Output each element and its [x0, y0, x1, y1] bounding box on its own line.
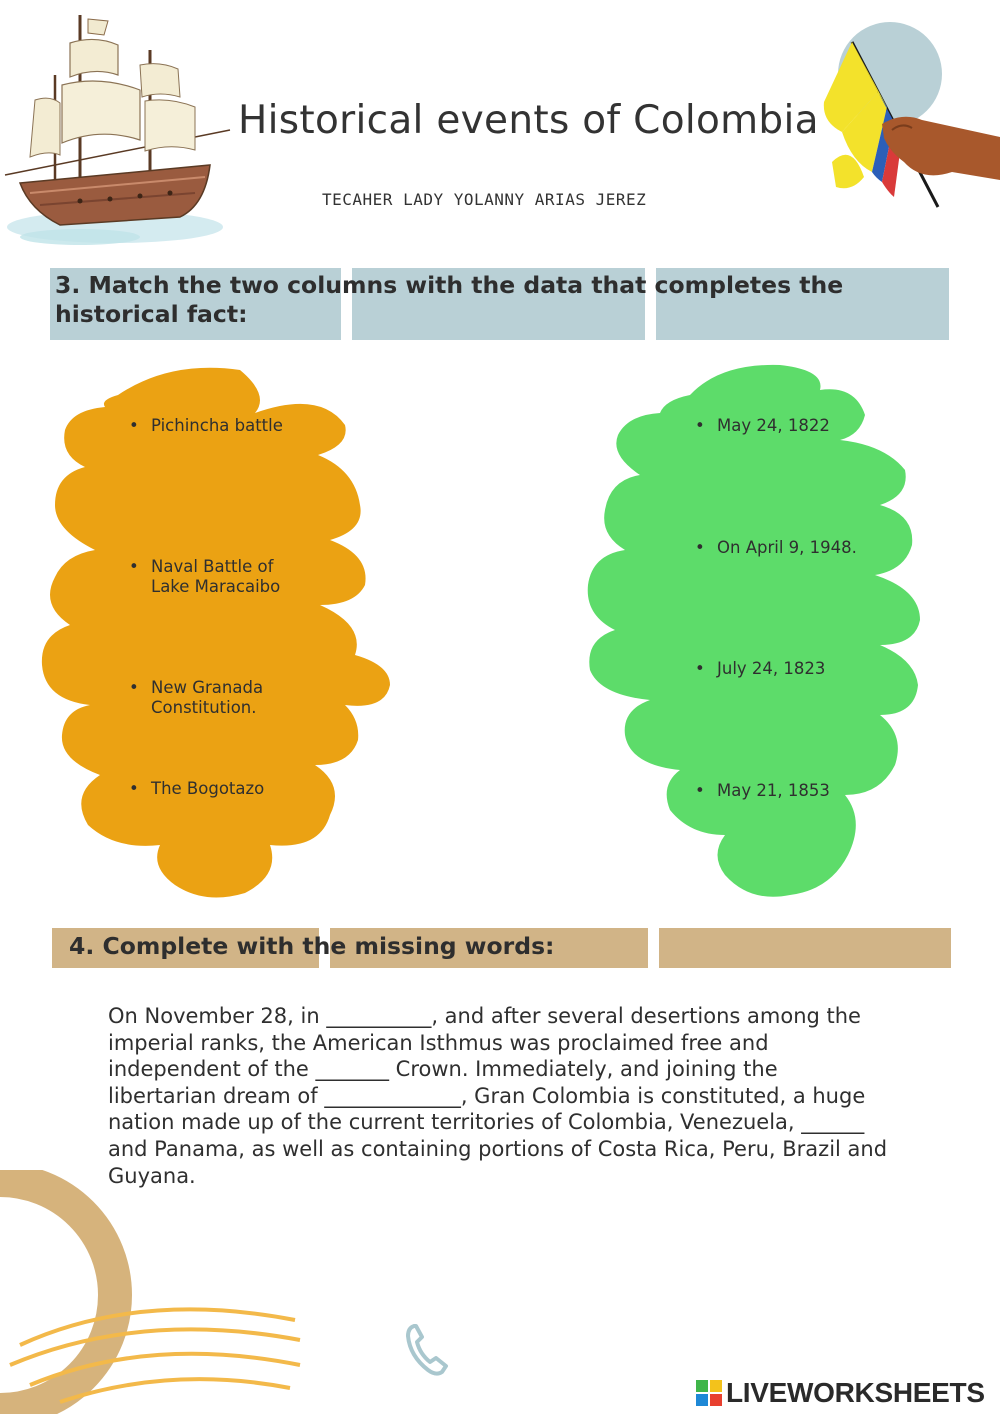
bullet: • — [695, 659, 705, 678]
fill-in-paragraph: On November 28, in __________, and after several desertions among the imperial ranks, the American Isthmus was proclaimed free and independent of the _______ Crown. Immediately, and joining the libertarian dream of _____________, Gran Colombia is constituted, a huge nation made up of the current territories of Colombia, Venezuela, ______ and Panama, as well as containing portions of Costa Rica, Peru, Brazil and Guyana. — [108, 1004, 888, 1188]
ship-illustration — [0, 5, 235, 250]
event-label: The Bogotazo — [151, 779, 265, 798]
event-item — [129, 779, 265, 799]
question4-prompt: 4. Complete with the missing words: — [69, 932, 555, 960]
liveworksheets-logo-icon — [696, 1380, 722, 1408]
bullet: • — [129, 416, 139, 435]
event-item — [129, 678, 264, 718]
teacher-name: TECAHER LADY YOLANNY ARIAS JEREZ — [322, 190, 647, 209]
date-item — [695, 659, 826, 679]
event-item — [129, 557, 281, 597]
page-title: Historical events of Colombia — [238, 98, 819, 143]
answer-blobs — [0, 355, 1000, 915]
event-label: New Granada Constitution. — [151, 678, 264, 717]
phone-icon — [404, 1322, 450, 1378]
decorative-arc — [0, 1170, 310, 1414]
date-item — [695, 416, 830, 436]
question4-bar-segment — [659, 928, 951, 968]
bullet: • — [695, 781, 705, 800]
colombian-flag-illustration — [812, 12, 1000, 222]
event-label: Naval Battle of Lake Maracaibo — [151, 557, 281, 596]
dates-blob — [588, 365, 920, 897]
bullet: • — [695, 538, 705, 557]
date-label: May 24, 1822 — [717, 416, 830, 435]
event-label: Pichincha battle — [151, 416, 283, 435]
date-label: On April 9, 1948. — [717, 538, 857, 557]
bullet: • — [695, 416, 705, 435]
events-blob — [42, 368, 390, 898]
bullet: • — [129, 678, 139, 697]
question3-prompt: 3. Match the two columns with the data that completes the historical fact: — [55, 271, 844, 328]
brand-text: LIVEWORKSHEETS — [726, 1377, 985, 1408]
bullet: • — [129, 557, 139, 576]
event-item — [129, 416, 283, 436]
date-label: May 21, 1853 — [717, 781, 830, 800]
date-item — [695, 781, 830, 801]
date-label: July 24, 1823 — [717, 659, 826, 678]
date-item — [695, 538, 857, 558]
bullet: • — [129, 779, 139, 798]
